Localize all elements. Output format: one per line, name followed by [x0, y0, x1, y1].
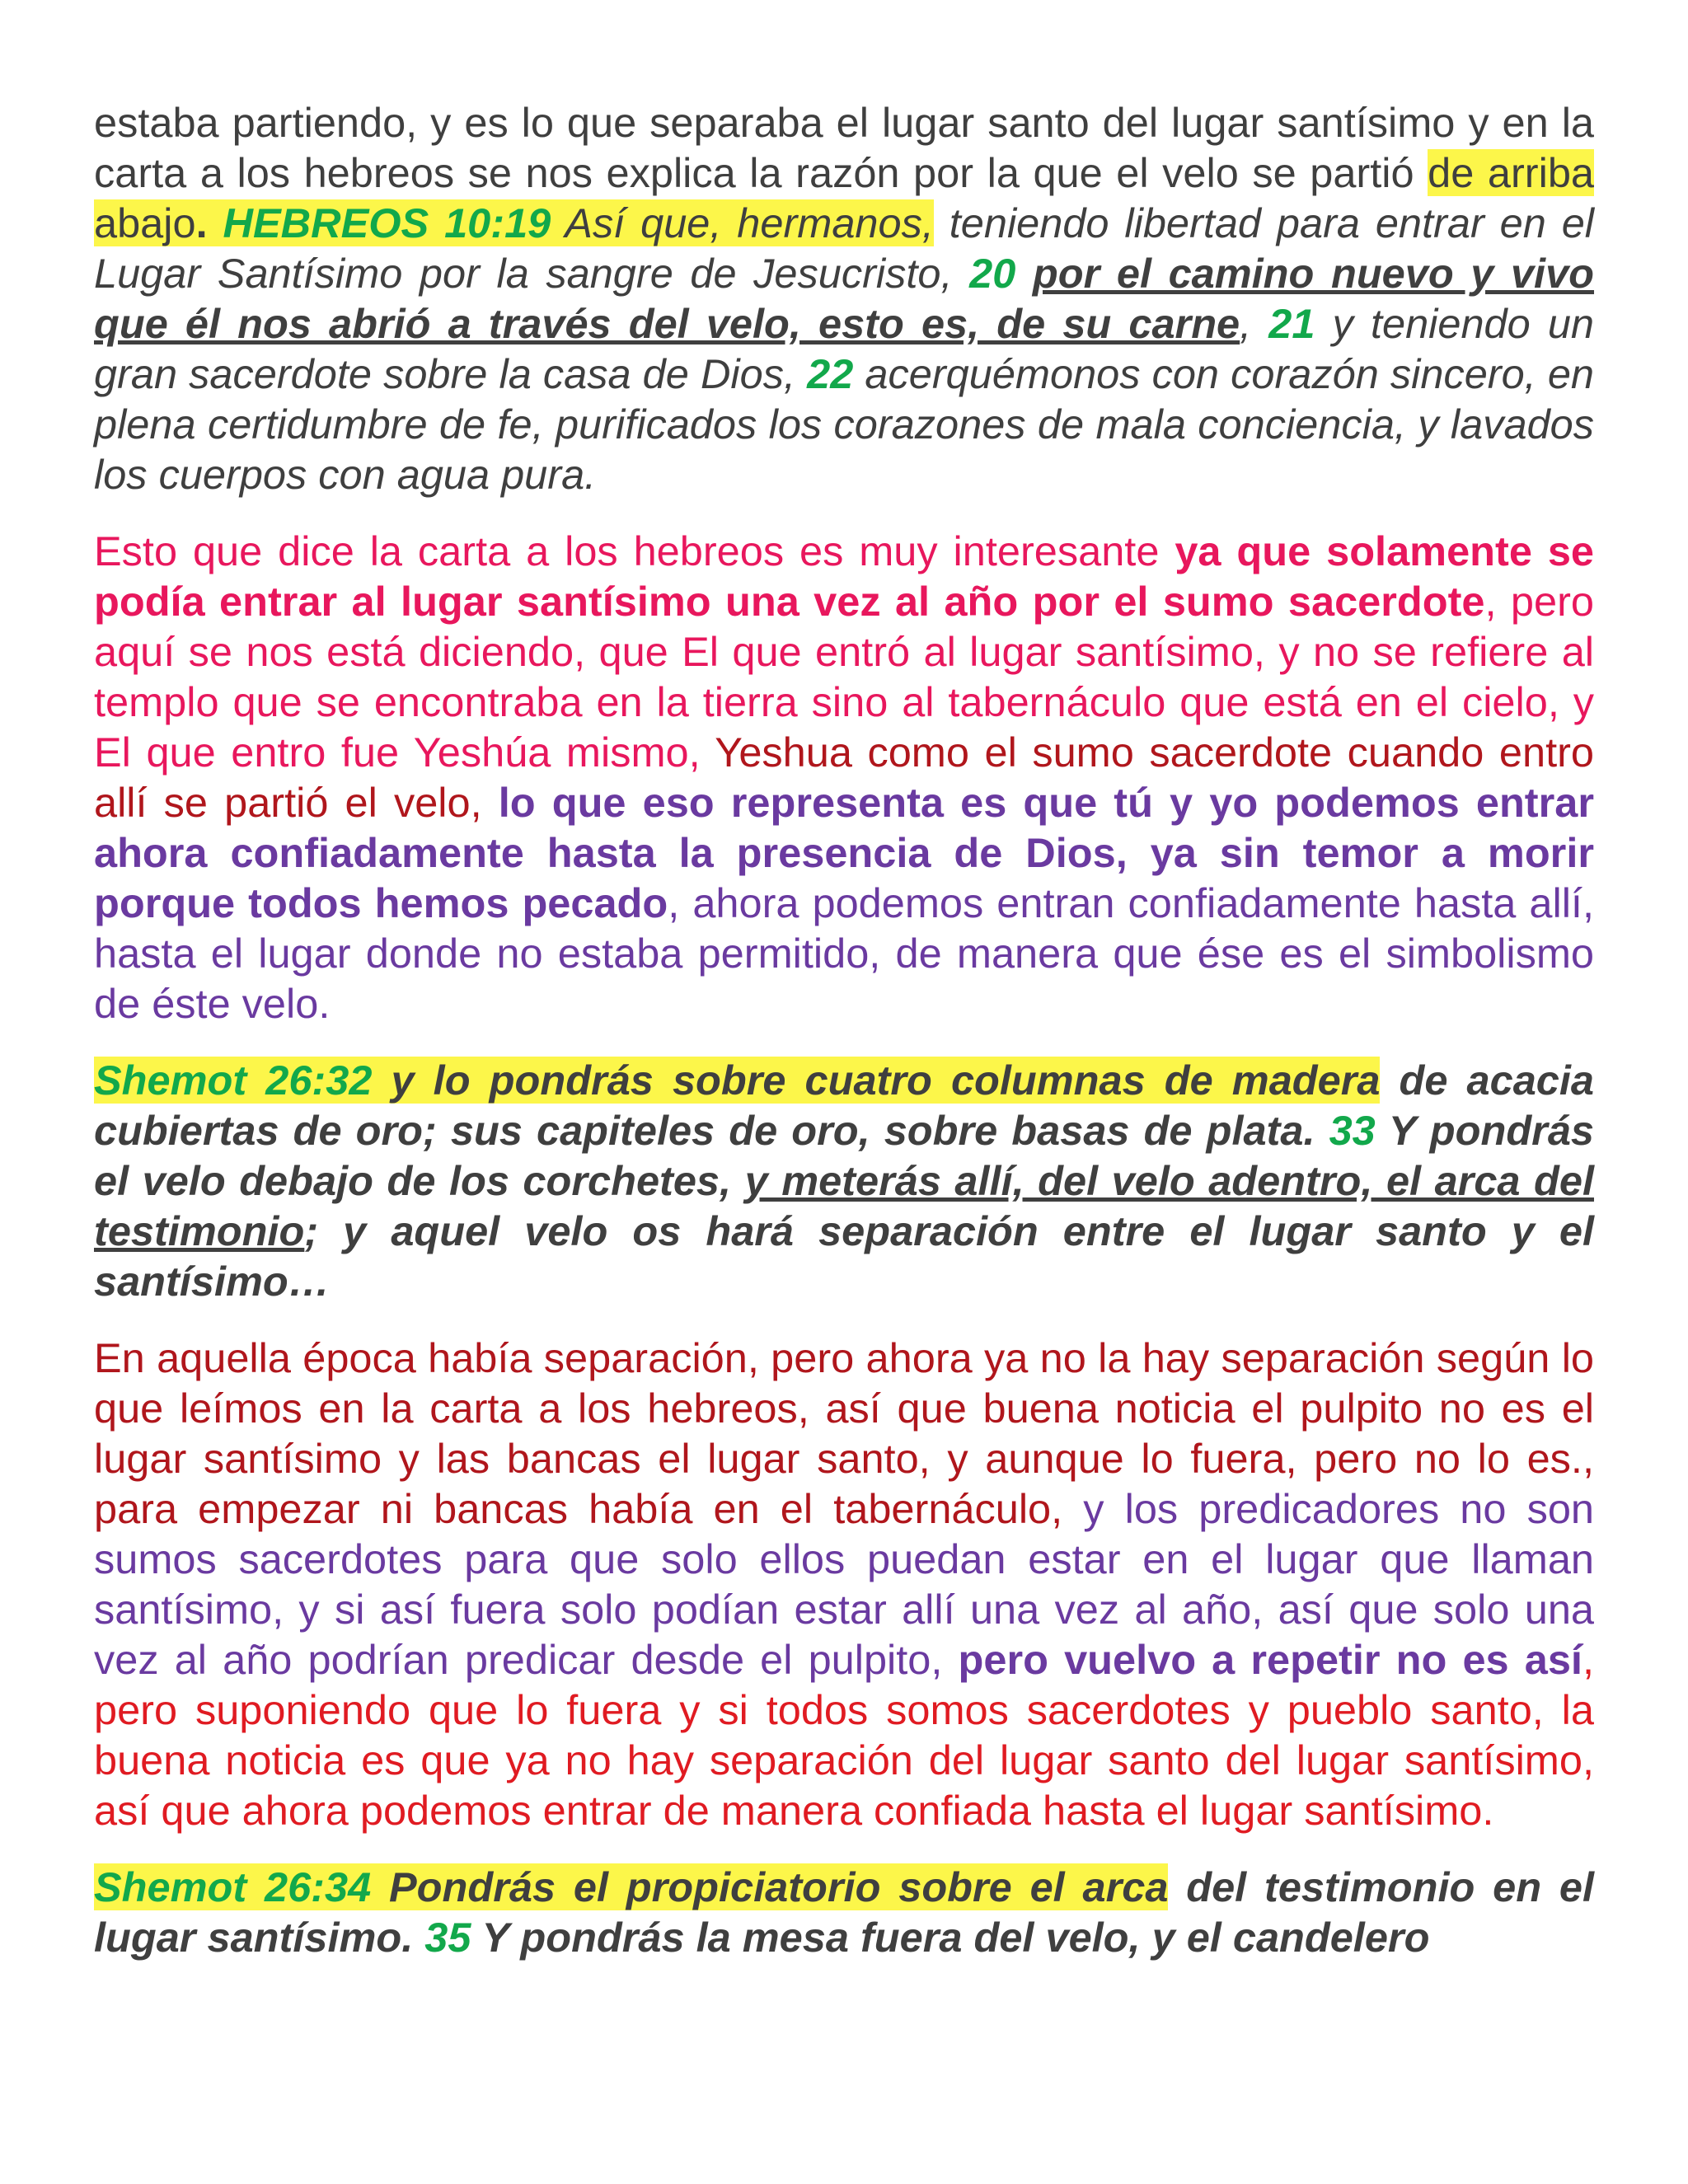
text-run: 22 — [807, 350, 854, 397]
text-run: y teniendo un gran sacerdote sobre la casa de Dios, — [94, 300, 1595, 397]
text-run: Y pondrás la mesa fuera del velo, y el candelero — [471, 1914, 1430, 1961]
paragraph-shemot-26-34 — [94, 1862, 1594, 1962]
text-run: 35 — [424, 1914, 471, 1961]
text-run: y meterás allí, del velo adentro, el arca del testimonio — [94, 1157, 1594, 1254]
paragraph-commentary-1 — [94, 526, 1594, 1029]
text-run: HEBREOS 10:19 — [223, 199, 551, 246]
paragraph-hebreos-quote — [94, 97, 1594, 499]
text-run: lo que eso representa es que tú y yo podemos entrar ahora confiadamente hasta la presencia de Dios, ya sin temor a morir porque todos hemos pecado — [94, 779, 1594, 926]
text-run: Yeshua como el sumo sacerdote cuando entro allí se partió el velo, — [94, 729, 1594, 826]
text-run — [1015, 250, 1033, 297]
text-run: ya que solamente se podía entrar al lugar santísimo una vez al año por el sumo sacerdote — [94, 527, 1595, 625]
paragraph-commentary-2 — [94, 1333, 1594, 1835]
text-run: Shemot 26:34 — [94, 1863, 372, 1910]
text-run: , ahora podemos entran confiadamente hasta allí, hasta el lugar donde no estaba permitido, de manera que ése es el simbolismo de éste velo. — [94, 879, 1594, 1027]
text-run: ; y aquel velo os hará separación entre el lugar santo y el santísimo… — [94, 1207, 1594, 1305]
text-run: Shemot 26:32 — [94, 1057, 373, 1104]
text-run: 21 — [1268, 300, 1315, 347]
text-run: acerquémonos con corazón sincero, en plena certidumbre de fe, purificados los corazones de mala conciencia, y lavados los cuerpos con agua pura. — [94, 350, 1594, 498]
paragraph-shemot-26-32 — [94, 1055, 1594, 1306]
text-run: de arriba abajo — [94, 149, 1595, 246]
text-run: estaba partiendo, y es lo que separaba el lugar santo del lugar santísimo y en la carta a los hebreos se nos explica la razón por la que el velo se partió — [94, 99, 1594, 196]
text-run: Así que, hermanos, — [551, 199, 934, 246]
text-run: . — [195, 199, 223, 246]
text-run: En aquella época había separación, pero ahora ya no la hay separación según lo que leímos en la carta a los hebreos, así que buena noticia el pulpito no es el lugar santísimo y las bancas el lugar santo, y aunque lo fuera, pero no lo es., para empezar ni bancas había en el tabernáculo, — [94, 1334, 1594, 1532]
text-run: 20 — [969, 250, 1016, 297]
text-run: teniendo libertad para entrar en el Lugar Santísimo por la sangre de Jesucristo, — [94, 199, 1595, 297]
text-run: Pondrás el propiciatorio sobre el arca — [371, 1863, 1169, 1910]
text-run: del testimonio en el lugar santísimo. — [94, 1863, 1595, 1961]
text-run: , — [1240, 300, 1269, 347]
text-run: por el camino nuevo y vivo que él nos abrió a través del velo, esto es, de su carne — [94, 250, 1595, 347]
text-run: 33 — [1329, 1107, 1376, 1154]
text-run: Esto que dice la carta a los hebreos es muy interesante — [94, 527, 1175, 574]
text-run: , pero suponiendo que lo fuera y si todos somos sacerdotes y pueblo santo, la buena noticia es que ya no hay separación del lugar santo del lugar santísimo, así que ahora podemos entrar de manera confiada hasta el lugar santísimo. — [94, 1636, 1594, 1834]
text-run: , pero aquí se nos está diciendo, que El que entró al lugar santísimo, y no se refiere al templo que se encontraba en la tierra sino al tabernáculo que está en el cielo, y El que entro fue Yeshúa mismo, — [94, 578, 1594, 776]
text-run: de acacia cubiertas de oro; sus capiteles de oro, sobre basas de plata. — [94, 1057, 1595, 1154]
document-page — [94, 97, 1594, 1989]
text-run: y los predicadores no son sumos sacerdotes para que solo ellos puedan estar en el lugar que llaman santísimo, y si así fuera solo podían estar allí una vez al año, así que solo una vez al año podrían predicar desde el pulpito, — [94, 1485, 1594, 1683]
text-run: pero vuelvo a repetir no es así — [958, 1636, 1582, 1683]
text-run: Y pondrás el velo debajo de los corchetes, — [94, 1107, 1594, 1204]
text-run: y lo pondrás sobre cuatro columnas de madera — [372, 1057, 1381, 1104]
